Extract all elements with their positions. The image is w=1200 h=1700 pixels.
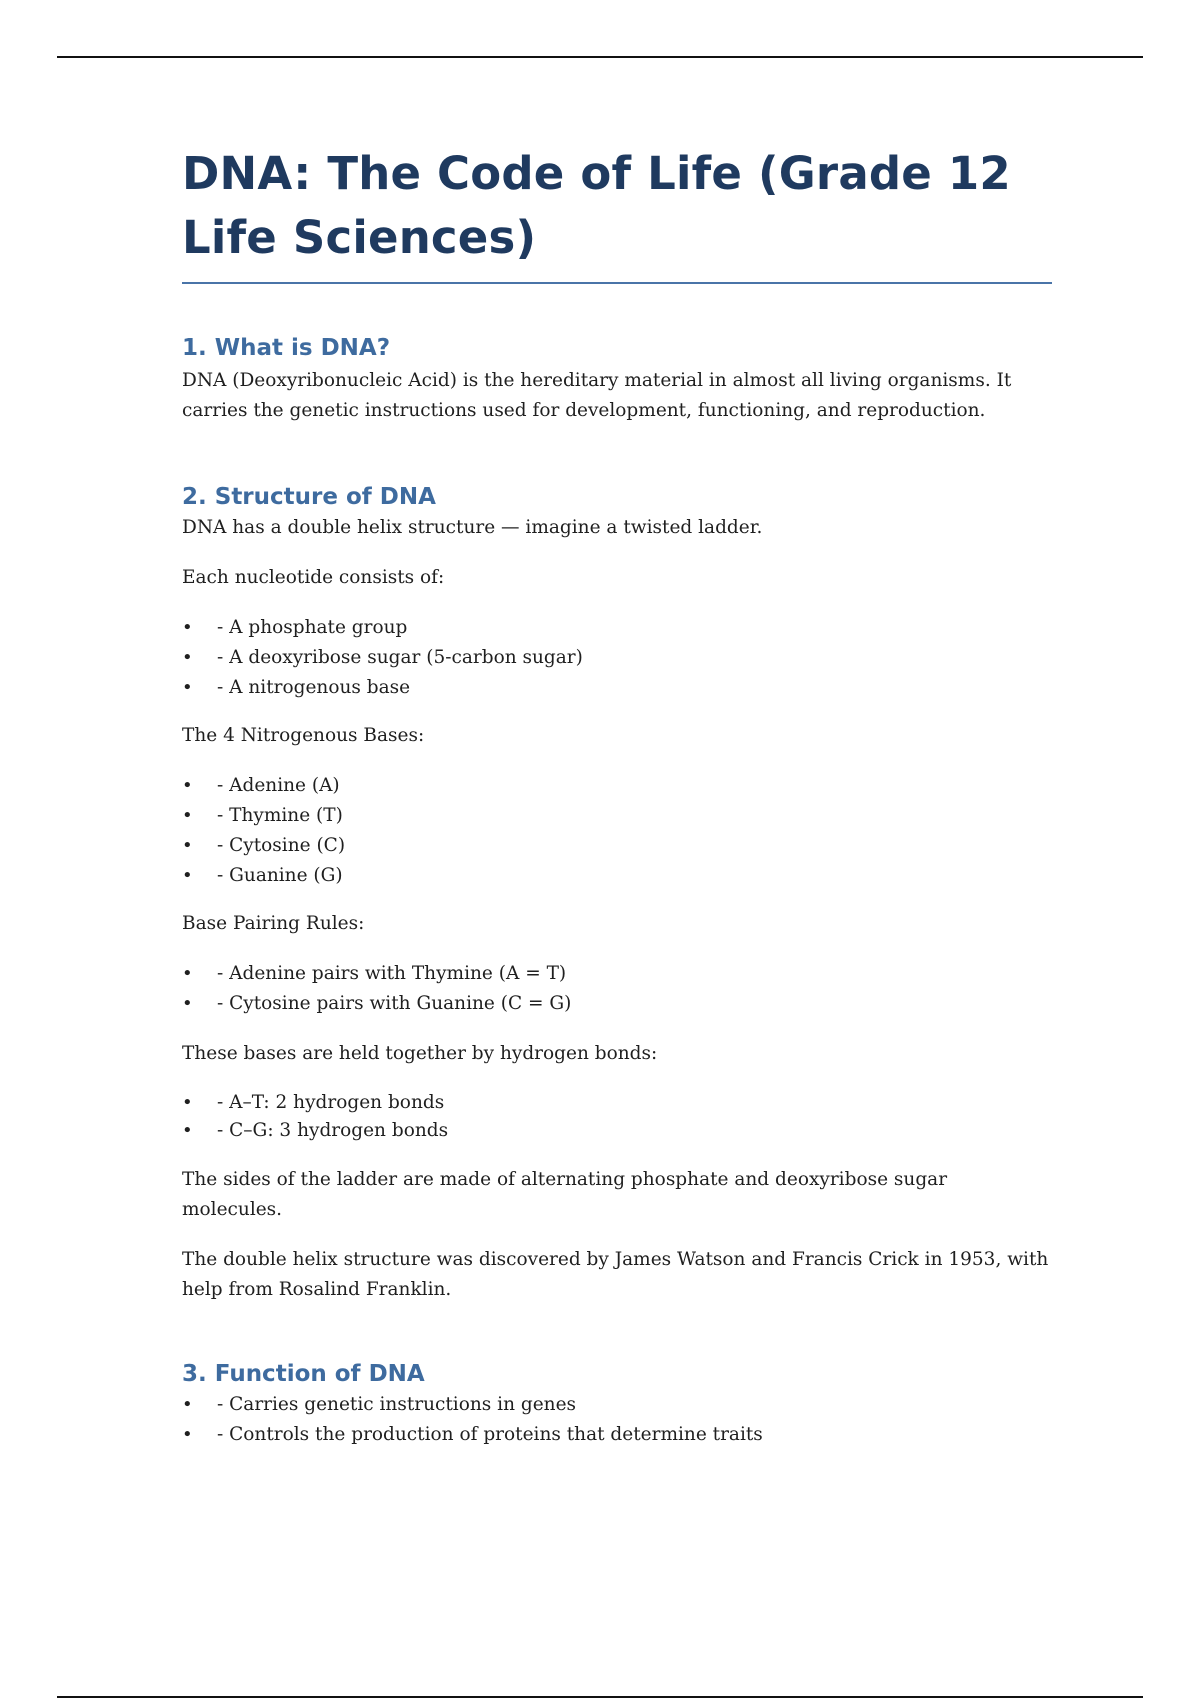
- bullet-icon: •: [182, 677, 193, 698]
- list-dna-functions: [182, 1390, 1052, 1450]
- list-item: • - Cytosine pairs with Guanine (C = G): [182, 989, 1052, 1019]
- list-item: • - A phosphate group: [182, 613, 1052, 643]
- label-hydrogen-bonds: These bases are held together by hydrogen bonds:: [182, 1043, 658, 1064]
- list-hydrogen-bonds: [182, 1089, 1052, 1145]
- paragraph-ladder-sides: The sides of the ladder are made of alternating phosphate and deoxyribose sugar molecules.: [182, 1169, 948, 1220]
- list-item: • - C–G: 3 hydrogen bonds: [182, 1117, 1052, 1145]
- list-item: • - Adenine pairs with Thymine (A = T): [182, 959, 1052, 989]
- section-heading-what-is-dna: 1. What is DNA?: [182, 335, 391, 361]
- bullet-icon: •: [182, 1092, 193, 1113]
- bullet-icon: •: [182, 835, 193, 856]
- paragraph-discovery: The double helix structure was discovered by James Watson and Francis Crick in 1953, with help from Rosalind Franklin.: [182, 1249, 1049, 1300]
- list-item: • - A–T: 2 hydrogen bonds: [182, 1089, 1052, 1117]
- bullet-icon: •: [182, 1394, 193, 1415]
- page-top-rule: [57, 56, 1143, 58]
- bullet-icon: •: [182, 647, 193, 668]
- paragraph-double-helix-intro: DNA has a double helix structure — imagine a twisted ladder.: [182, 517, 763, 538]
- list-item: • - A deoxyribose sugar (5-carbon sugar): [182, 643, 1052, 673]
- document-title: DNA: The Code of Life (Grade 12 Life Sciences): [182, 142, 1052, 284]
- bullet-icon: •: [182, 617, 193, 638]
- list-item: • - Carries genetic instructions in genes: [182, 1390, 1052, 1420]
- bullet-icon: •: [182, 1120, 193, 1141]
- bullet-icon: •: [182, 963, 193, 984]
- paragraph-dna-definition: DNA (Deoxyribonucleic Acid) is the hereditary material in almost all living organisms. It carries the genetic instructions used for development, functioning, and reproduction.: [182, 370, 1012, 421]
- list-item: • - Adenine (A): [182, 771, 1052, 801]
- section-heading-structure-of-dna: 2. Structure of DNA: [182, 484, 436, 510]
- list-base-pairing-rules: [182, 959, 1052, 1019]
- bullet-icon: •: [182, 775, 193, 796]
- label-nucleotide-components: Each nucleotide consists of:: [182, 567, 445, 588]
- list-nitrogenous-bases: [182, 771, 1052, 891]
- list-item: • - Thymine (T): [182, 801, 1052, 831]
- bullet-icon: •: [182, 993, 193, 1014]
- bullet-icon: •: [182, 805, 193, 826]
- label-base-pairing-rules: Base Pairing Rules:: [182, 913, 365, 934]
- list-nucleotide-components: [182, 613, 1052, 703]
- list-item: • - Cytosine (C): [182, 831, 1052, 861]
- document-body: [182, 142, 1052, 1450]
- list-item: • - Guanine (G): [182, 861, 1052, 891]
- list-item: • - Controls the production of proteins that determine traits: [182, 1420, 1052, 1450]
- bullet-icon: •: [182, 865, 193, 886]
- label-nitrogenous-bases: The 4 Nitrogenous Bases:: [182, 725, 425, 746]
- bullet-icon: •: [182, 1424, 193, 1445]
- section-heading-function-of-dna: 3. Function of DNA: [182, 1361, 425, 1387]
- list-item: • - A nitrogenous base: [182, 673, 1052, 703]
- page-bottom-rule: [57, 1696, 1143, 1698]
